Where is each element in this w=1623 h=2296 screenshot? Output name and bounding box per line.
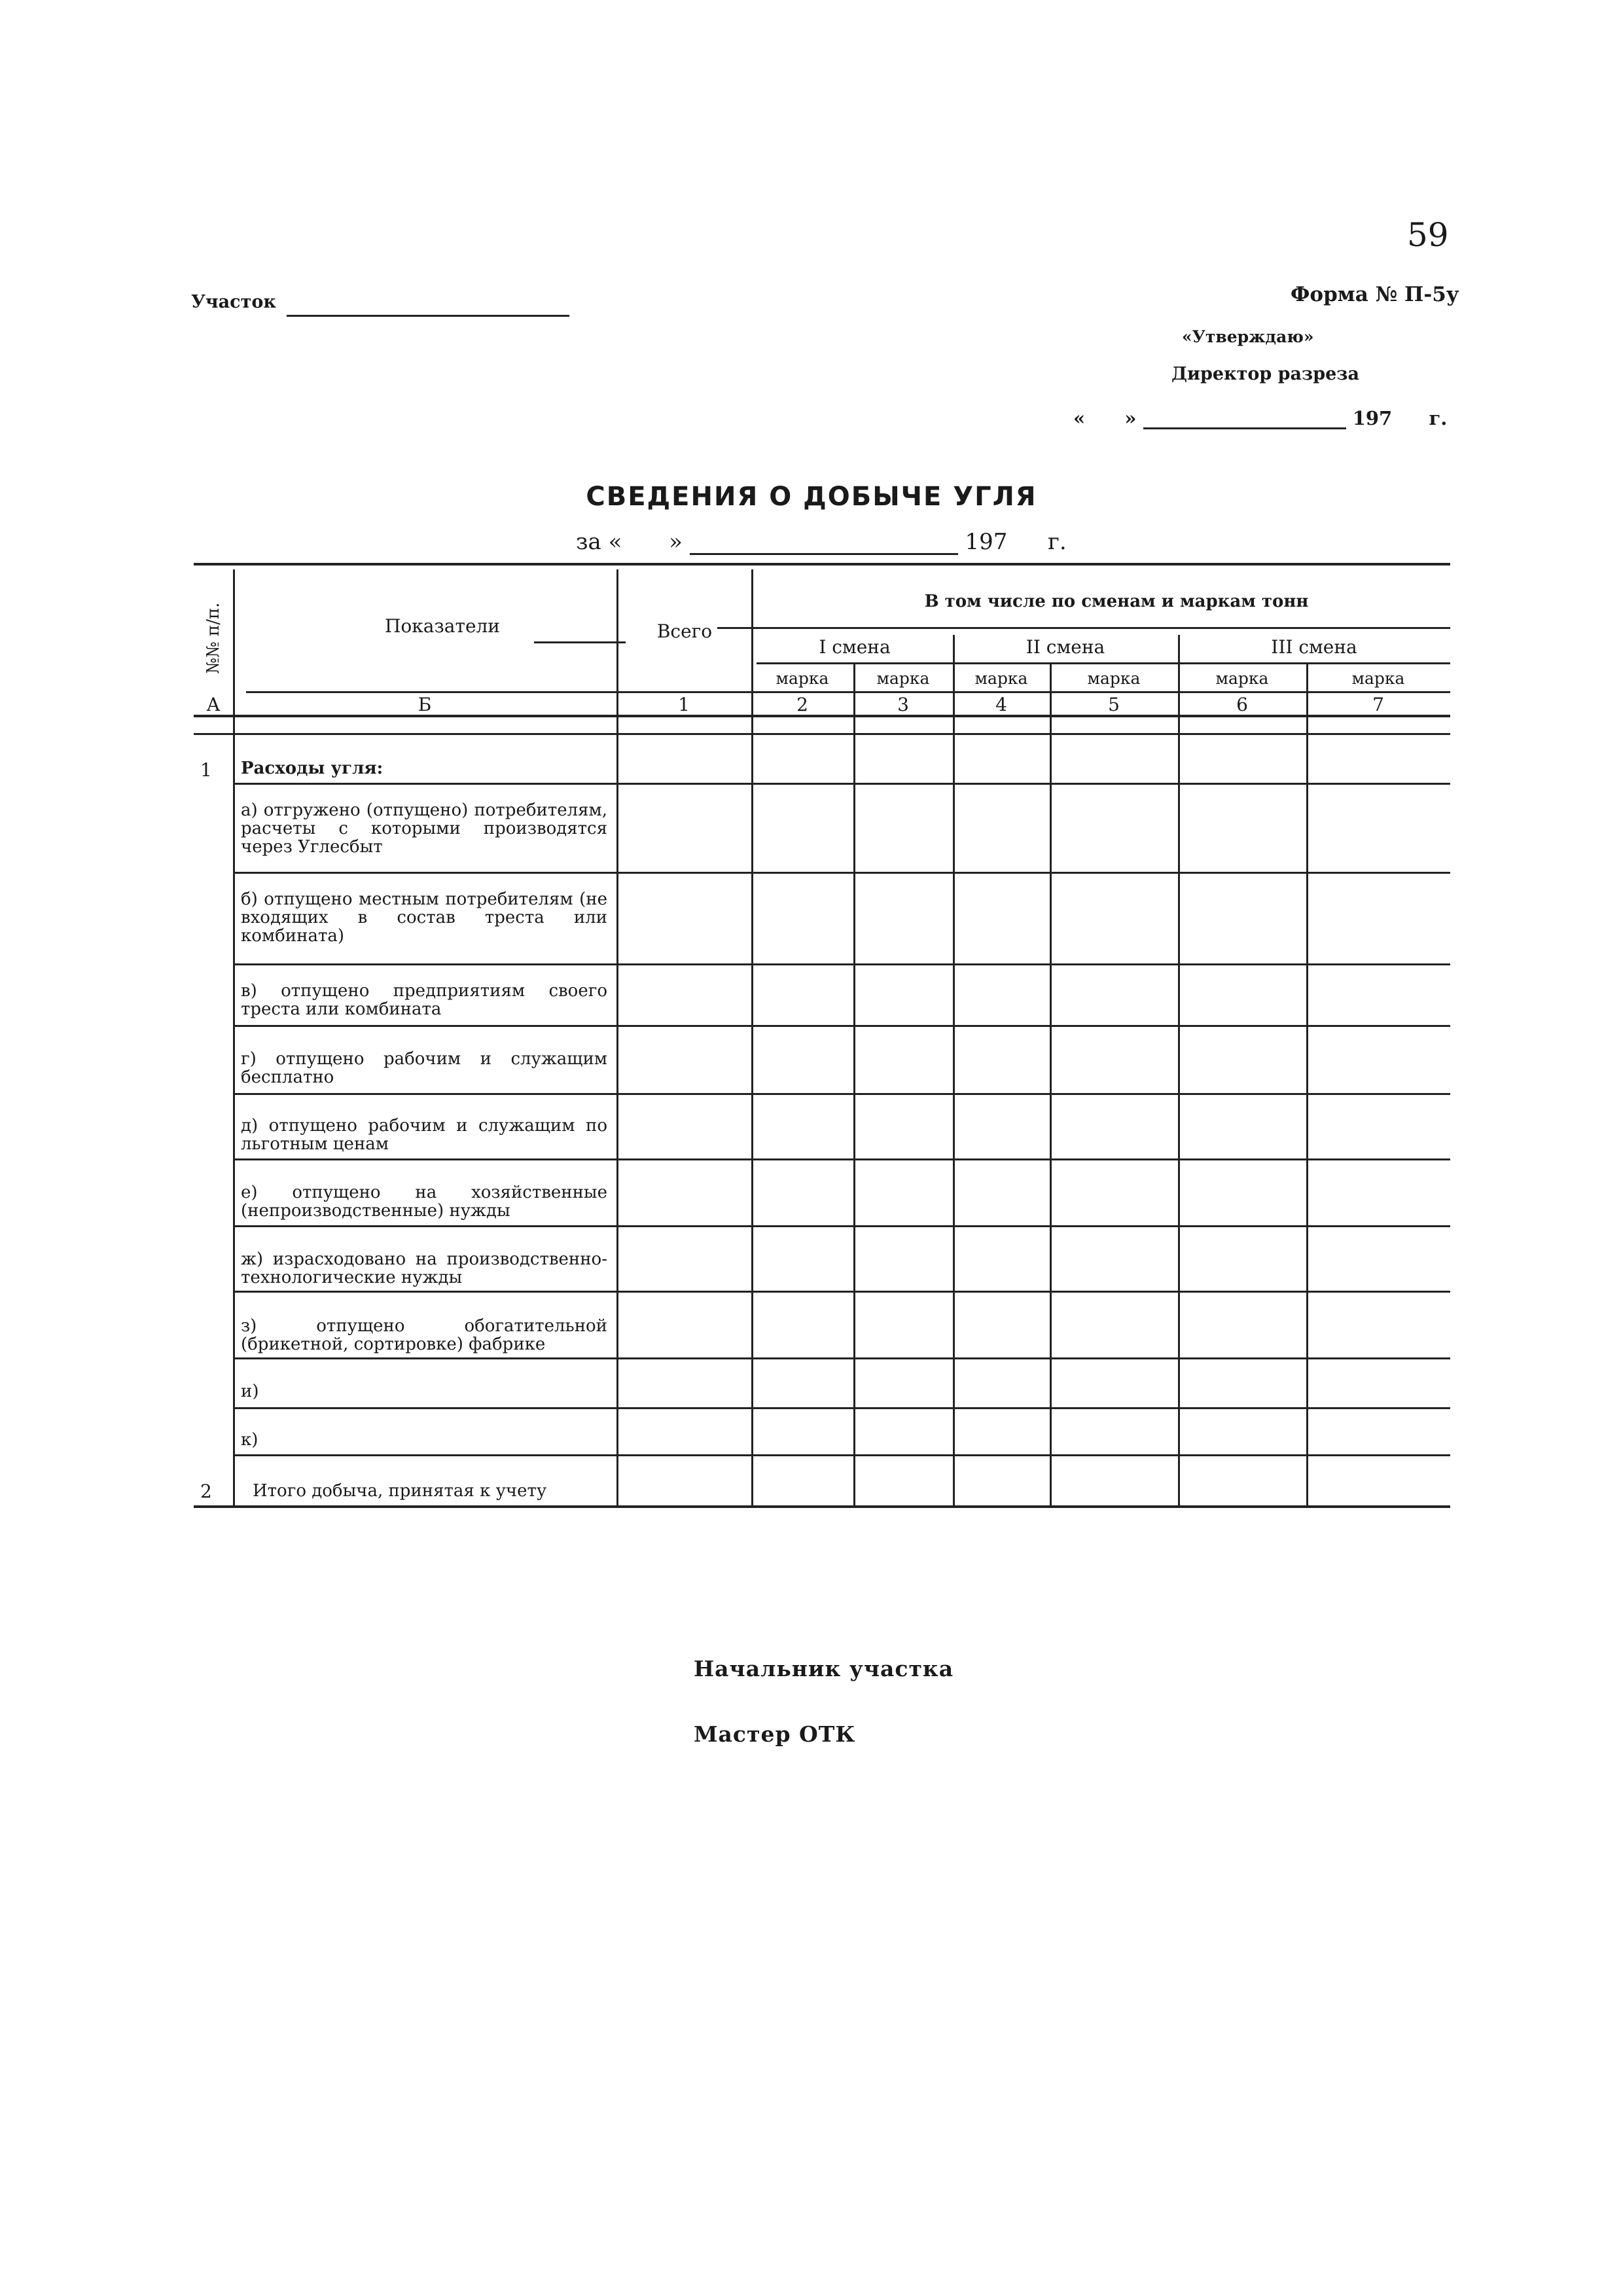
marka-header-5: марка [1087,669,1141,688]
director-label: Директор разреза [1171,364,1359,384]
index-4: 4 [995,694,1007,715]
col-num-header-text: №№ п/п. [204,602,223,674]
marka-header-4: марка [974,669,1028,688]
marka-header-7: марка [1351,669,1405,688]
signature-chief: Начальник участка [694,1656,954,1681]
period-close-quote: » [669,529,683,555]
group-header: В том числе по сменам и маркам тонн [924,592,1309,611]
period-prefix: за « [576,529,622,555]
shift-2-header: II смена [1026,636,1105,658]
form-number: Форма № П-5у [1291,283,1459,306]
signature-master: Мастер ОТК [694,1721,856,1747]
row-label-z: з) отпущено обогатительной (брикетной, сортировке) фабрике [241,1316,607,1354]
date-open-quote: « [1073,407,1086,429]
row-label-rashody: Расходы угля: [241,759,383,778]
index-a: А [206,694,221,715]
row-num-1: 1 [200,759,212,781]
row-label-e: е) отпущено на хозяйственные (непроизводственные) нужды [241,1183,607,1221]
row-label-itogo: Итого добыча, принятая к учету [253,1481,547,1501]
index-5: 5 [1108,694,1120,715]
row-label-zh: ж) израсходовано на производственно-технологические нужды [241,1249,607,1287]
coal-output-table [194,563,1450,1532]
index-1: 1 [678,694,690,715]
marka-header-2: марка [776,669,829,688]
date-suffix: г. [1429,407,1448,429]
period-suffix: г. [1048,529,1067,555]
period-year: 197 [965,529,1008,555]
shift-3-header: III смена [1271,636,1357,658]
uchastok-label: Участок [191,292,276,312]
col-num-header [194,589,233,687]
row-label-i: и) [241,1382,259,1401]
row-label-k: к) [241,1430,259,1450]
document-title: СВЕДЕНИЯ О ДОБЫЧЕ УГЛЯ [586,482,1037,512]
row-label-b: б) отпущено местным потребителям (не входящих в состав треста или комбината) [241,889,607,946]
index-6: 6 [1236,694,1248,715]
page-number: 59 [1407,216,1449,254]
row-label-a: а) отгружено (отпущено) потребителям, расчеты с которыми производятся через Углесбыт [241,800,607,857]
row-label-v: в) отпущено предприятиям своего треста или комбината [241,981,607,1019]
row-num-2: 2 [200,1480,212,1502]
date-close-quote: » [1124,407,1137,429]
row-label-d: д) отпущено рабочим и служащим по льготным ценам [241,1116,607,1154]
marka-header-6: марка [1215,669,1269,688]
approve-label: «Утверждаю» [1182,327,1314,346]
approve-date [1073,407,1447,429]
index-2: 2 [796,694,808,715]
date-year: 197 [1352,407,1393,429]
index-7: 7 [1372,694,1384,715]
index-b: Б [418,694,432,715]
marka-header-3: марка [876,669,930,688]
col-total-header: Всего [656,620,713,642]
shift-1-header: I смена [819,636,891,658]
index-3: 3 [897,694,909,715]
row-label-g: г) отпущено рабочим и служащим бесплатно [241,1049,607,1087]
col-indicator-header: Показатели [385,615,500,637]
uchastok-field-line [287,315,569,317]
period-line [576,529,1067,555]
